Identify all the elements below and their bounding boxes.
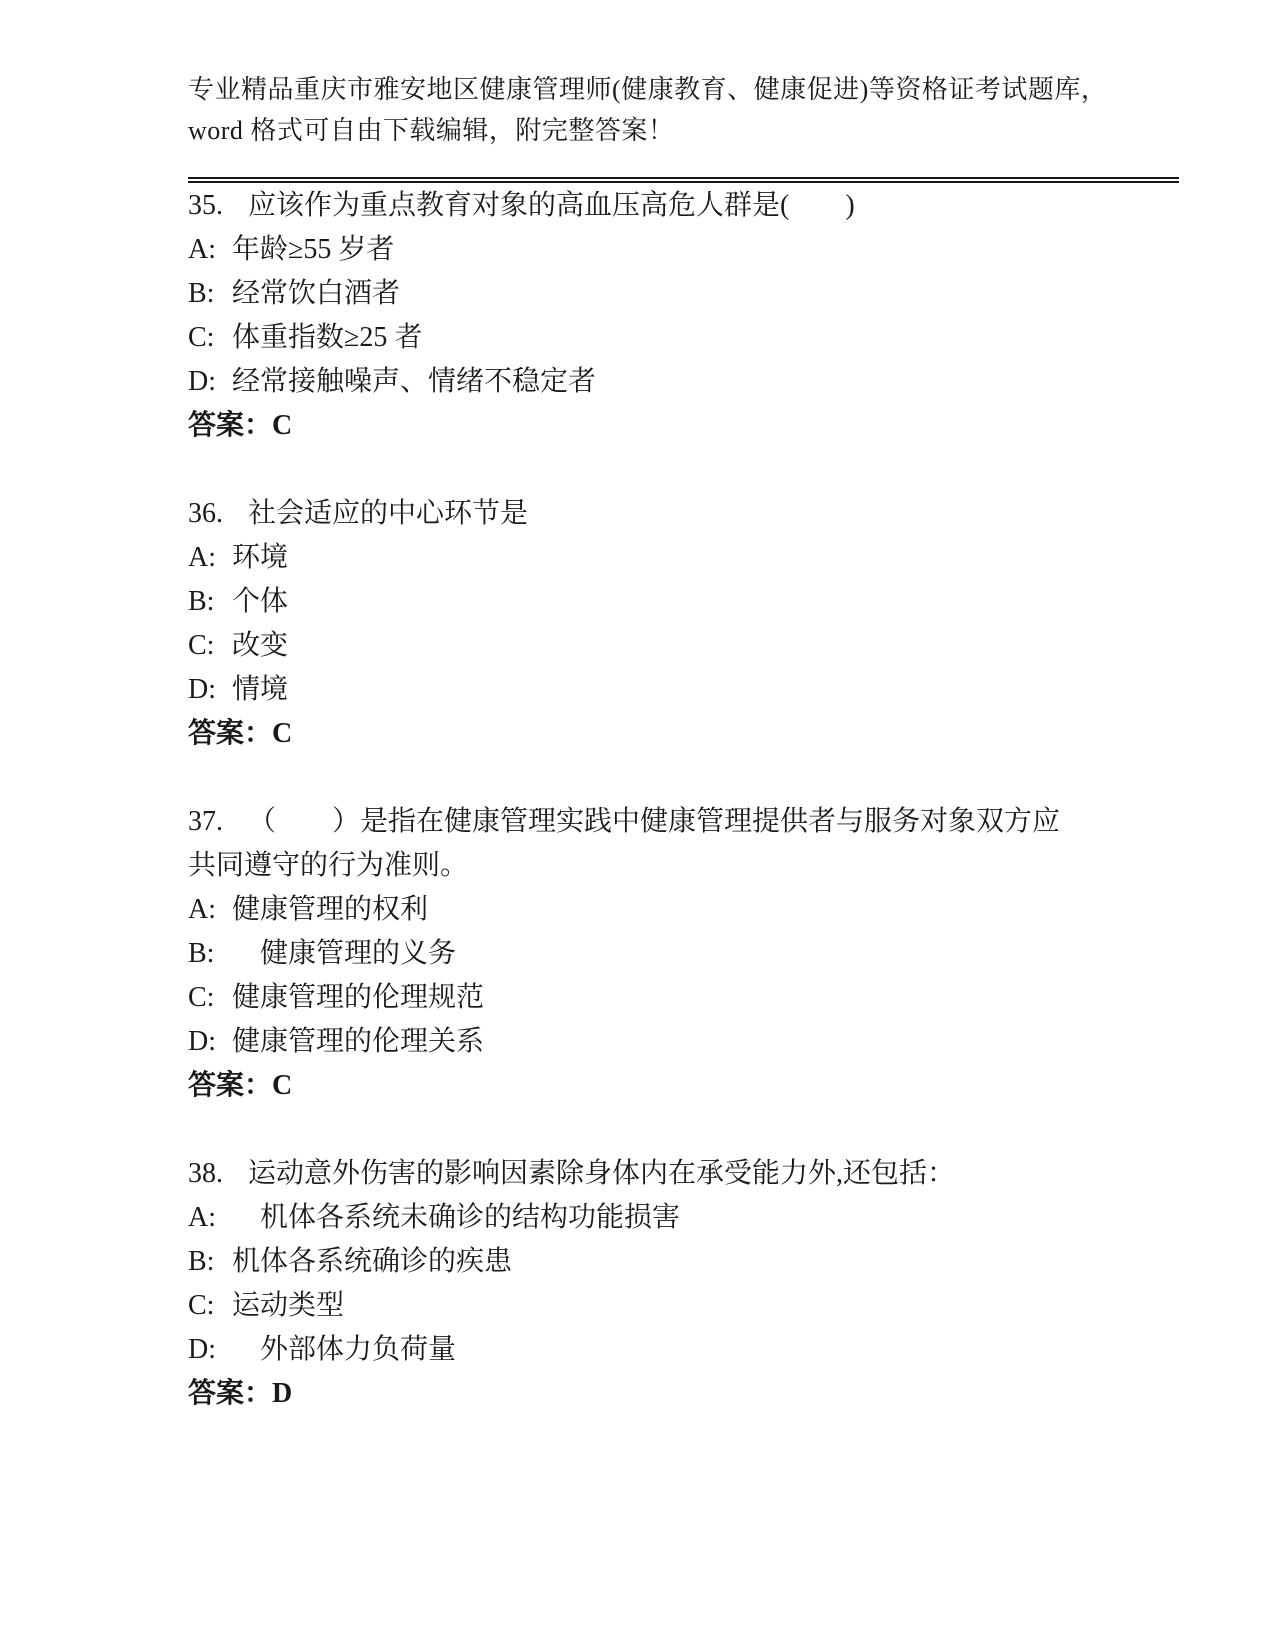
option-text: 体重指数≥25 者 (232, 322, 423, 353)
option-label: B: (188, 1246, 215, 1277)
question-title: 运动意外伤害的影响因素除身体内在承受能力外,还包括： (248, 1158, 956, 1189)
answer-label: 答案： (188, 1378, 273, 1409)
answer-label: 答案： (188, 718, 273, 749)
option-label: C: (188, 1290, 215, 1321)
answer-value: C (272, 1070, 293, 1101)
option-text: 机体各系统确诊的疾患 (232, 1246, 513, 1277)
option-a (188, 1196, 1179, 1240)
option-label: B: (188, 938, 215, 969)
option-label: A: (188, 234, 216, 265)
option-d (188, 668, 1179, 712)
answer-line (188, 1372, 1179, 1416)
option-c (188, 316, 1179, 360)
answer-value: C (272, 410, 293, 441)
option-label: C: (188, 982, 215, 1013)
option-a (188, 228, 1179, 272)
option-d (188, 1020, 1179, 1064)
option-a (188, 536, 1179, 580)
question-text-line (188, 492, 1179, 536)
option-label: C: (188, 630, 215, 661)
option-c (188, 624, 1179, 668)
question-text-line (188, 184, 1179, 228)
option-b (188, 932, 1179, 976)
answer-line (188, 1064, 1179, 1108)
question-number: 35. (188, 190, 223, 221)
question-38 (188, 1152, 1179, 1416)
option-text: 经常饮白酒者 (232, 278, 401, 309)
question-37 (188, 800, 1179, 1108)
answer-label: 答案： (188, 410, 273, 441)
question-title: 应该作为重点教育对象的高血压高危人群是( ) (248, 190, 855, 221)
option-label: D: (188, 366, 216, 397)
option-text: 健康管理的义务 (232, 938, 457, 969)
answer-line (188, 712, 1179, 756)
option-text: 健康管理的伦理规范 (232, 982, 485, 1013)
option-label: A: (188, 1202, 216, 1233)
answer-label: 答案： (188, 1070, 273, 1101)
option-text: 健康管理的权利 (232, 894, 429, 925)
option-text: 运动类型 (232, 1290, 345, 1321)
option-b (188, 1240, 1179, 1284)
option-label: A: (188, 542, 216, 573)
option-label: B: (188, 586, 215, 617)
header-divider (188, 177, 1179, 183)
question-number: 36. (188, 498, 223, 529)
option-label: C: (188, 322, 215, 353)
question-text-line (188, 1152, 1179, 1196)
question-35 (188, 184, 1179, 448)
option-text: 经常接触噪声、情绪不稳定者 (232, 366, 597, 397)
question-text-continuation: 共同遵守的行为准则。 (188, 850, 469, 881)
option-text: 个体 (232, 586, 289, 617)
question-title: 社会适应的中心环节是 (248, 498, 529, 529)
option-text: 环境 (232, 542, 289, 573)
option-text: 健康管理的伦理关系 (232, 1026, 485, 1057)
question-36 (188, 492, 1179, 756)
option-d (188, 1328, 1179, 1372)
question-number: 38. (188, 1158, 223, 1189)
question-list (188, 184, 1179, 1416)
question-title: （ ）是指在健康管理实践中健康管理提供者与服务对象双方应 (248, 806, 1061, 837)
answer-value: C (272, 718, 293, 749)
header-line-1: 专业精品重庆市雅安地区健康管理师(健康教育、健康促进)等资格证考试题库， (188, 75, 1108, 104)
option-label: D: (188, 1026, 216, 1057)
answer-value: D (272, 1378, 293, 1409)
question-number: 37. (188, 806, 223, 837)
option-label: D: (188, 1334, 216, 1365)
option-b (188, 580, 1179, 624)
option-c (188, 1284, 1179, 1328)
option-text: 外部体力负荷量 (232, 1334, 457, 1365)
option-a (188, 888, 1179, 932)
option-text: 机体各系统未确诊的结构功能损害 (232, 1202, 681, 1233)
option-label: D: (188, 674, 216, 705)
option-d (188, 360, 1179, 404)
answer-line (188, 404, 1179, 448)
option-b (188, 272, 1179, 316)
question-text-line (188, 800, 1179, 844)
option-text: 情境 (232, 674, 289, 705)
option-c (188, 976, 1179, 1020)
document-header (188, 69, 1275, 151)
option-label: B: (188, 278, 215, 309)
option-text: 改变 (232, 630, 289, 661)
option-label: A: (188, 894, 216, 925)
header-line-2: word 格式可自由下载编辑，附完整答案！ (188, 116, 675, 145)
option-text: 年龄≥55 岁者 (232, 234, 395, 265)
